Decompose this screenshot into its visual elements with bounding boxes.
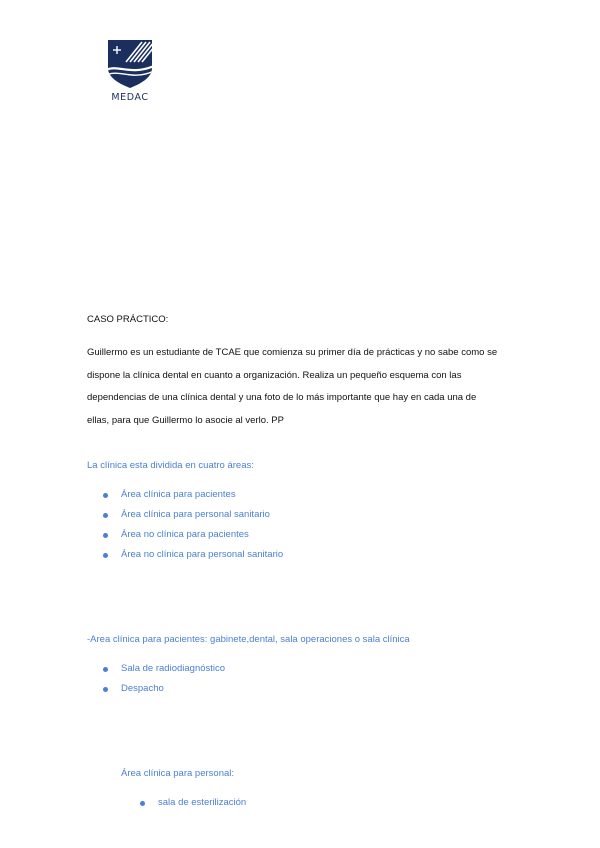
pacientes-list — [103, 659, 225, 699]
list-item — [103, 505, 283, 525]
list-item-label: Sala de radiodiagnóstico — [121, 663, 226, 674]
paragraph-line: ellas, para que Guillermo lo asocie al verlo. PP — [87, 414, 284, 426]
bullet-icon — [140, 801, 145, 806]
list-item — [103, 545, 283, 565]
bullet-icon — [103, 553, 108, 558]
personal-heading: Área clínica para personal: — [121, 768, 235, 779]
paragraph-line: dispone la clínica dental en cuanto a organización. Realiza un pequeño esquema con las — [87, 369, 462, 381]
bullet-icon — [103, 667, 108, 672]
areas-intro: La clínica esta dividida en cuatro áreas: — [87, 460, 254, 471]
list-item-label: Despacho — [121, 683, 164, 694]
list-item — [140, 793, 246, 813]
bullet-icon — [103, 533, 108, 538]
list-item-label: Área clínica para personal sanitario — [121, 509, 270, 520]
pacientes-heading: -Area clínica para pacientes: gabinete,dental, sala operaciones o sala clínica — [87, 634, 410, 645]
caso-practico-paragraph — [87, 342, 527, 432]
list-item — [103, 485, 283, 505]
areas-list — [103, 485, 283, 565]
paragraph-line: dependencias de una clínica dental y una foto de lo más importante que hay en cada una de — [87, 392, 477, 403]
list-item-label: Área clínica para pacientes — [121, 489, 236, 500]
list-item — [103, 525, 283, 545]
bullet-icon — [103, 493, 108, 498]
medac-shield-icon — [108, 40, 152, 88]
caso-practico-title: CASO PRÁCTICO: — [87, 314, 169, 325]
list-item-label: Área no clínica para personal sanitario — [121, 549, 284, 560]
medac-wordmark: MEDAC — [111, 92, 149, 103]
bullet-icon — [103, 513, 108, 518]
list-item — [103, 679, 225, 699]
bullet-icon — [103, 687, 108, 692]
personal-list — [140, 793, 246, 813]
paragraph-line: Guillermo es un estudiante de TCAE que comienza su primer día de prácticas y no sabe como se — [87, 347, 498, 358]
list-item — [103, 659, 225, 679]
list-item-label: Área no clínica para pacientes — [121, 529, 249, 540]
medac-logo — [104, 40, 156, 108]
list-item-label: sala de esterilización — [158, 797, 247, 808]
